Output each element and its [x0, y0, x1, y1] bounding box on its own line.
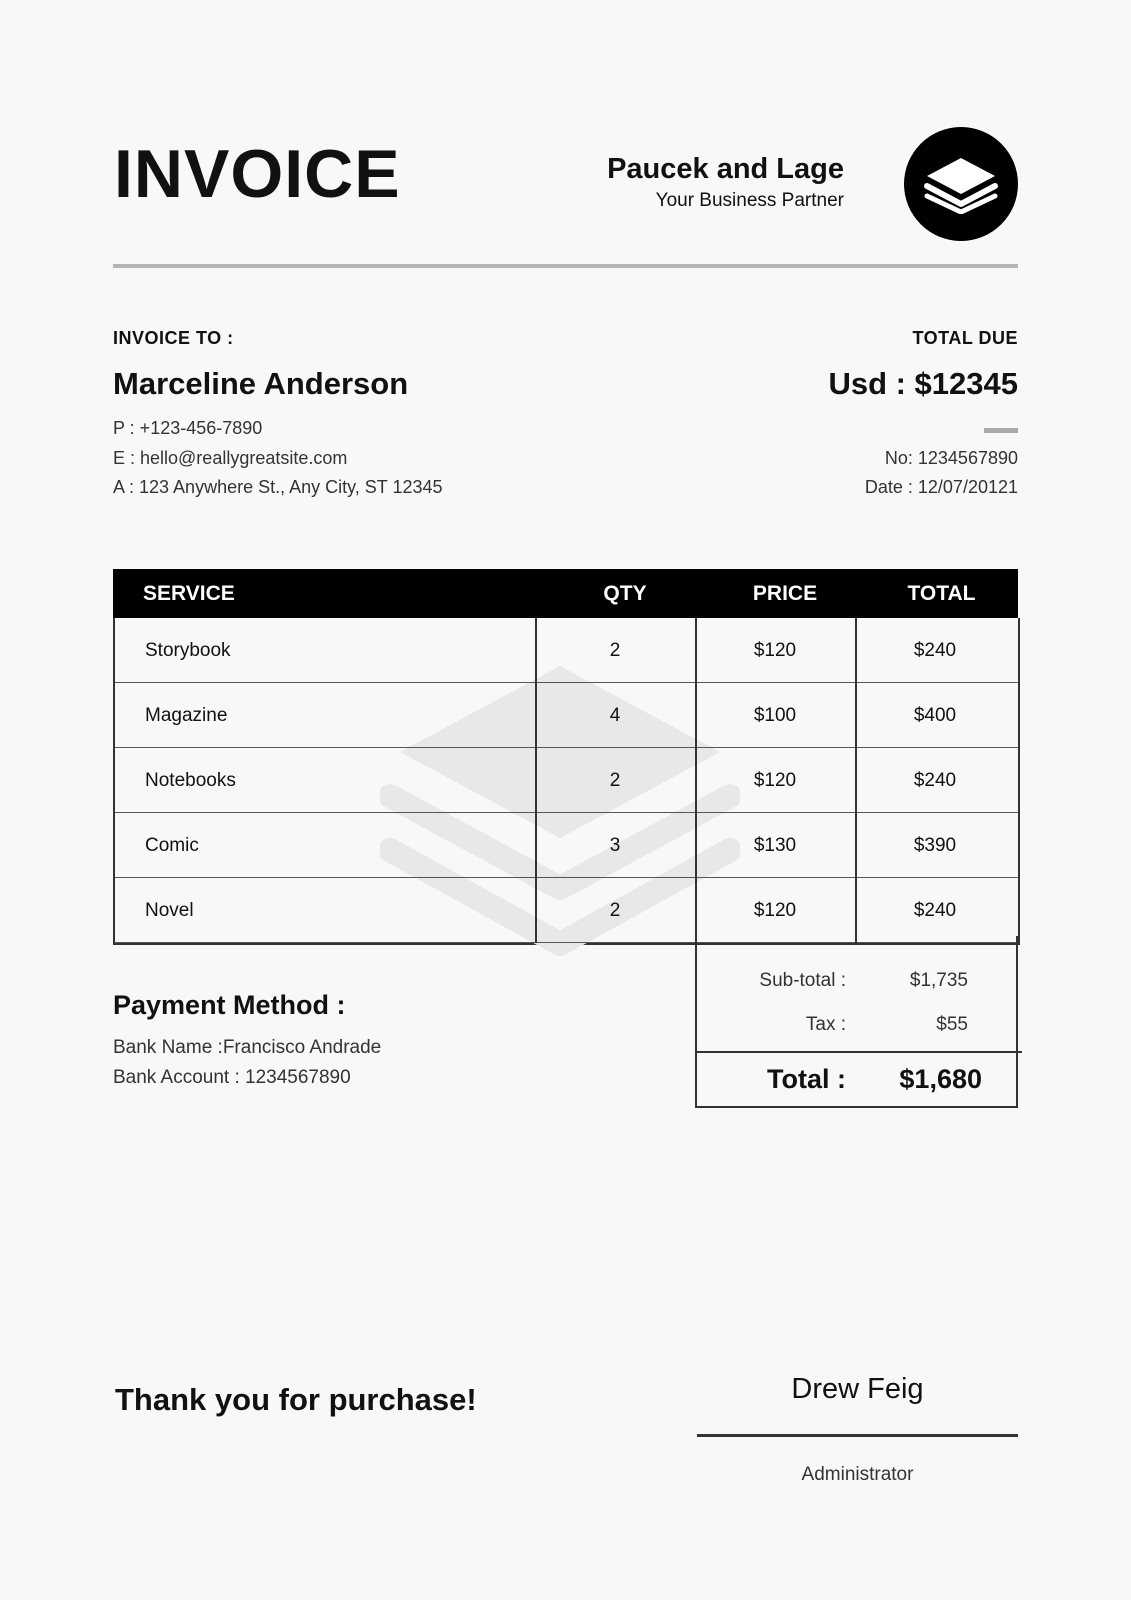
totals-divider [697, 1051, 1022, 1053]
cell-qty: 2 [609, 900, 621, 921]
header-service: SERVICE [143, 582, 235, 605]
cell-total: $390 [913, 835, 957, 856]
signer-role: Administrator [801, 1464, 914, 1485]
cell-price: $120 [753, 770, 797, 791]
layers-icon [921, 154, 1001, 214]
cell-qty: 4 [609, 705, 621, 726]
cell-price: $130 [753, 835, 797, 856]
cell-qty: 2 [609, 770, 621, 791]
header-qty: QTY [603, 582, 647, 605]
invoice-title: INVOICE [114, 136, 401, 212]
cell-total: $240 [913, 770, 957, 791]
cell-service: Comic [145, 835, 199, 856]
bank-account: Bank Account : 1234567890 [113, 1067, 351, 1088]
invoice-to-label: INVOICE TO : [113, 328, 234, 348]
total-due-label: TOTAL DUE [912, 328, 1018, 348]
table-header [113, 569, 1018, 618]
invoice-date: Date : 12/07/20121 [864, 477, 1018, 497]
cell-price: $100 [753, 705, 797, 726]
header-price: PRICE [752, 582, 818, 605]
totals-box [695, 936, 1018, 1108]
cell-total: $400 [913, 705, 957, 726]
column-divider [695, 618, 697, 943]
cell-price: $120 [753, 640, 797, 661]
table-row [115, 878, 1018, 943]
cell-qty: 3 [609, 835, 621, 856]
client-address: A : 123 Anywhere St., Any City, ST 12345 [113, 477, 443, 497]
table-row [115, 748, 1018, 813]
thank-you-message: Thank you for purchase! [115, 1382, 477, 1417]
table-row [115, 683, 1018, 748]
total-due-amount: Usd : $12345 [828, 366, 1018, 401]
payment-method-title: Payment Method : [113, 990, 346, 1020]
company-block [607, 154, 844, 212]
invoice-number: No: 1234567890 [884, 448, 1018, 468]
subtotal-value: $1,735 [909, 970, 968, 991]
cell-service: Notebooks [145, 770, 236, 791]
cell-total: $240 [913, 900, 957, 921]
grand-total-label: Total : [767, 1064, 846, 1094]
client-phone: P : +123-456-7890 [113, 418, 263, 438]
table-row [115, 813, 1018, 878]
client-name: Marceline Anderson [113, 366, 409, 401]
tax-value: $55 [936, 1014, 968, 1035]
cell-total: $240 [913, 640, 957, 661]
column-divider [855, 618, 857, 943]
header-total: TOTAL [907, 582, 976, 605]
client-email: E : hello@reallygreatsite.com [113, 448, 348, 468]
header-divider [113, 264, 1018, 268]
cell-service: Storybook [145, 640, 231, 661]
company-logo [904, 127, 1018, 241]
grand-total-value: $1,680 [899, 1064, 982, 1094]
cell-qty: 2 [609, 640, 621, 661]
cell-service: Magazine [145, 705, 228, 726]
column-divider [535, 618, 537, 943]
cell-service: Novel [145, 900, 194, 921]
subtotal-label: Sub-total : [759, 970, 846, 991]
company-name: Paucek and Lage [607, 153, 844, 185]
table-body [113, 618, 1020, 945]
signature-line [697, 1434, 1018, 1437]
table-row [115, 618, 1018, 683]
signer-name: Drew Feig [791, 1373, 924, 1405]
bank-name: Bank Name :Francisco Andrade [113, 1037, 382, 1058]
company-tagline: Your Business Partner [655, 189, 844, 211]
cell-price: $120 [753, 900, 797, 921]
accent-dash [984, 428, 1018, 433]
tax-label: Tax : [805, 1014, 846, 1035]
